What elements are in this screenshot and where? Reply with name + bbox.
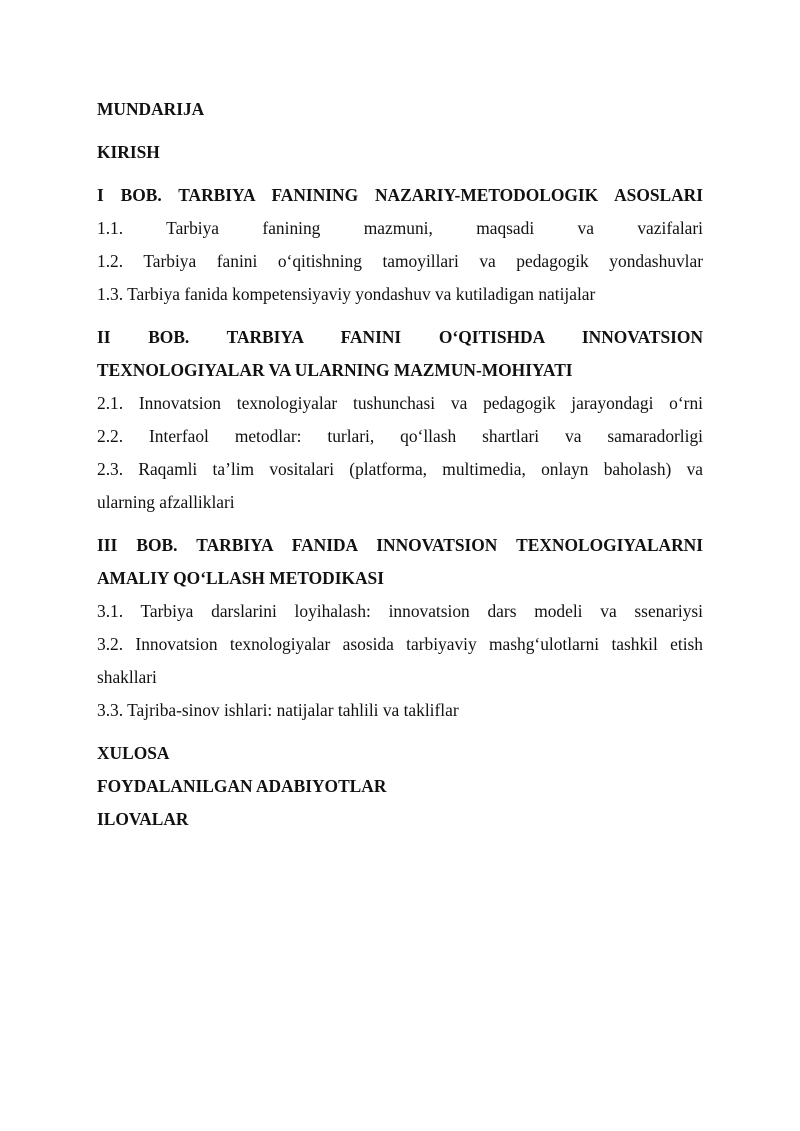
chapter-3-heading-line1: III BOB. TARBIYA FANIDA INNOVATSION TEXNOLOGIYALARNI	[97, 535, 703, 555]
chapter-1-heading: I BOB. TARBIYA FANINING NAZARIY-METODOLOGIK ASOSLARI	[97, 185, 703, 205]
chapter-2-heading-line2: TEXNOLOGIYALAR VA ULARNING MAZMUN-MOHIYATI	[97, 360, 573, 380]
toc-references: FOYDALANILGAN ADABIYOTLAR	[97, 776, 387, 796]
toc-item-3-3: 3.3. Tajriba-sinov ishlari: natijalar tahlili va takliflar	[97, 700, 459, 720]
chapter-3-heading-line2: AMALIY QO‘LLASH METODIKASI	[97, 568, 384, 588]
toc-item-3-1: 3.1. Tarbiya darslarini loyihalash: innovatsion dars modeli va ssenariysi	[97, 601, 703, 621]
toc-item-2-2: 2.2. Interfaol metodlar: turlari, qo‘llash shartlari va samaradorligi	[97, 426, 703, 446]
toc-title: MUNDARIJA	[97, 99, 205, 119]
toc-appendix: ILOVALAR	[97, 809, 189, 829]
toc-item-1-2: 1.2. Tarbiya fanini o‘qitishning tamoyillari va pedagogik yondashuvlar	[97, 251, 703, 271]
chapter-2-heading-line1: II BOB. TARBIYA FANINI O‘QITISHDA INNOVATSION	[97, 327, 703, 347]
toc-intro: KIRISH	[97, 142, 160, 162]
toc-item-1-3: 1.3. Tarbiya fanida kompetensiyaviy yondashuv va kutiladigan natijalar	[97, 284, 596, 304]
toc-conclusion: XULOSA	[97, 743, 170, 763]
toc-item-1-1: 1.1. Tarbiya fanining mazmuni, maqsadi va vazifalari	[97, 218, 703, 238]
toc-item-2-3: 2.3. Raqamli ta’lim vositalari (platforma, multimedia, onlayn baholash) va	[97, 459, 703, 479]
toc-item-3-2: 3.2. Innovatsion texnologiyalar asosida tarbiyaviy mashg‘ulotlarni tashkil etish	[97, 634, 703, 654]
toc-item-2-3-cont: ularning afzalliklari	[97, 492, 235, 512]
table-of-contents	[97, 93, 703, 836]
toc-item-3-2-cont: shakllari	[97, 667, 157, 687]
toc-item-2-1: 2.1. Innovatsion texnologiyalar tushunchasi va pedagogik jarayondagi o‘rni	[97, 393, 703, 413]
